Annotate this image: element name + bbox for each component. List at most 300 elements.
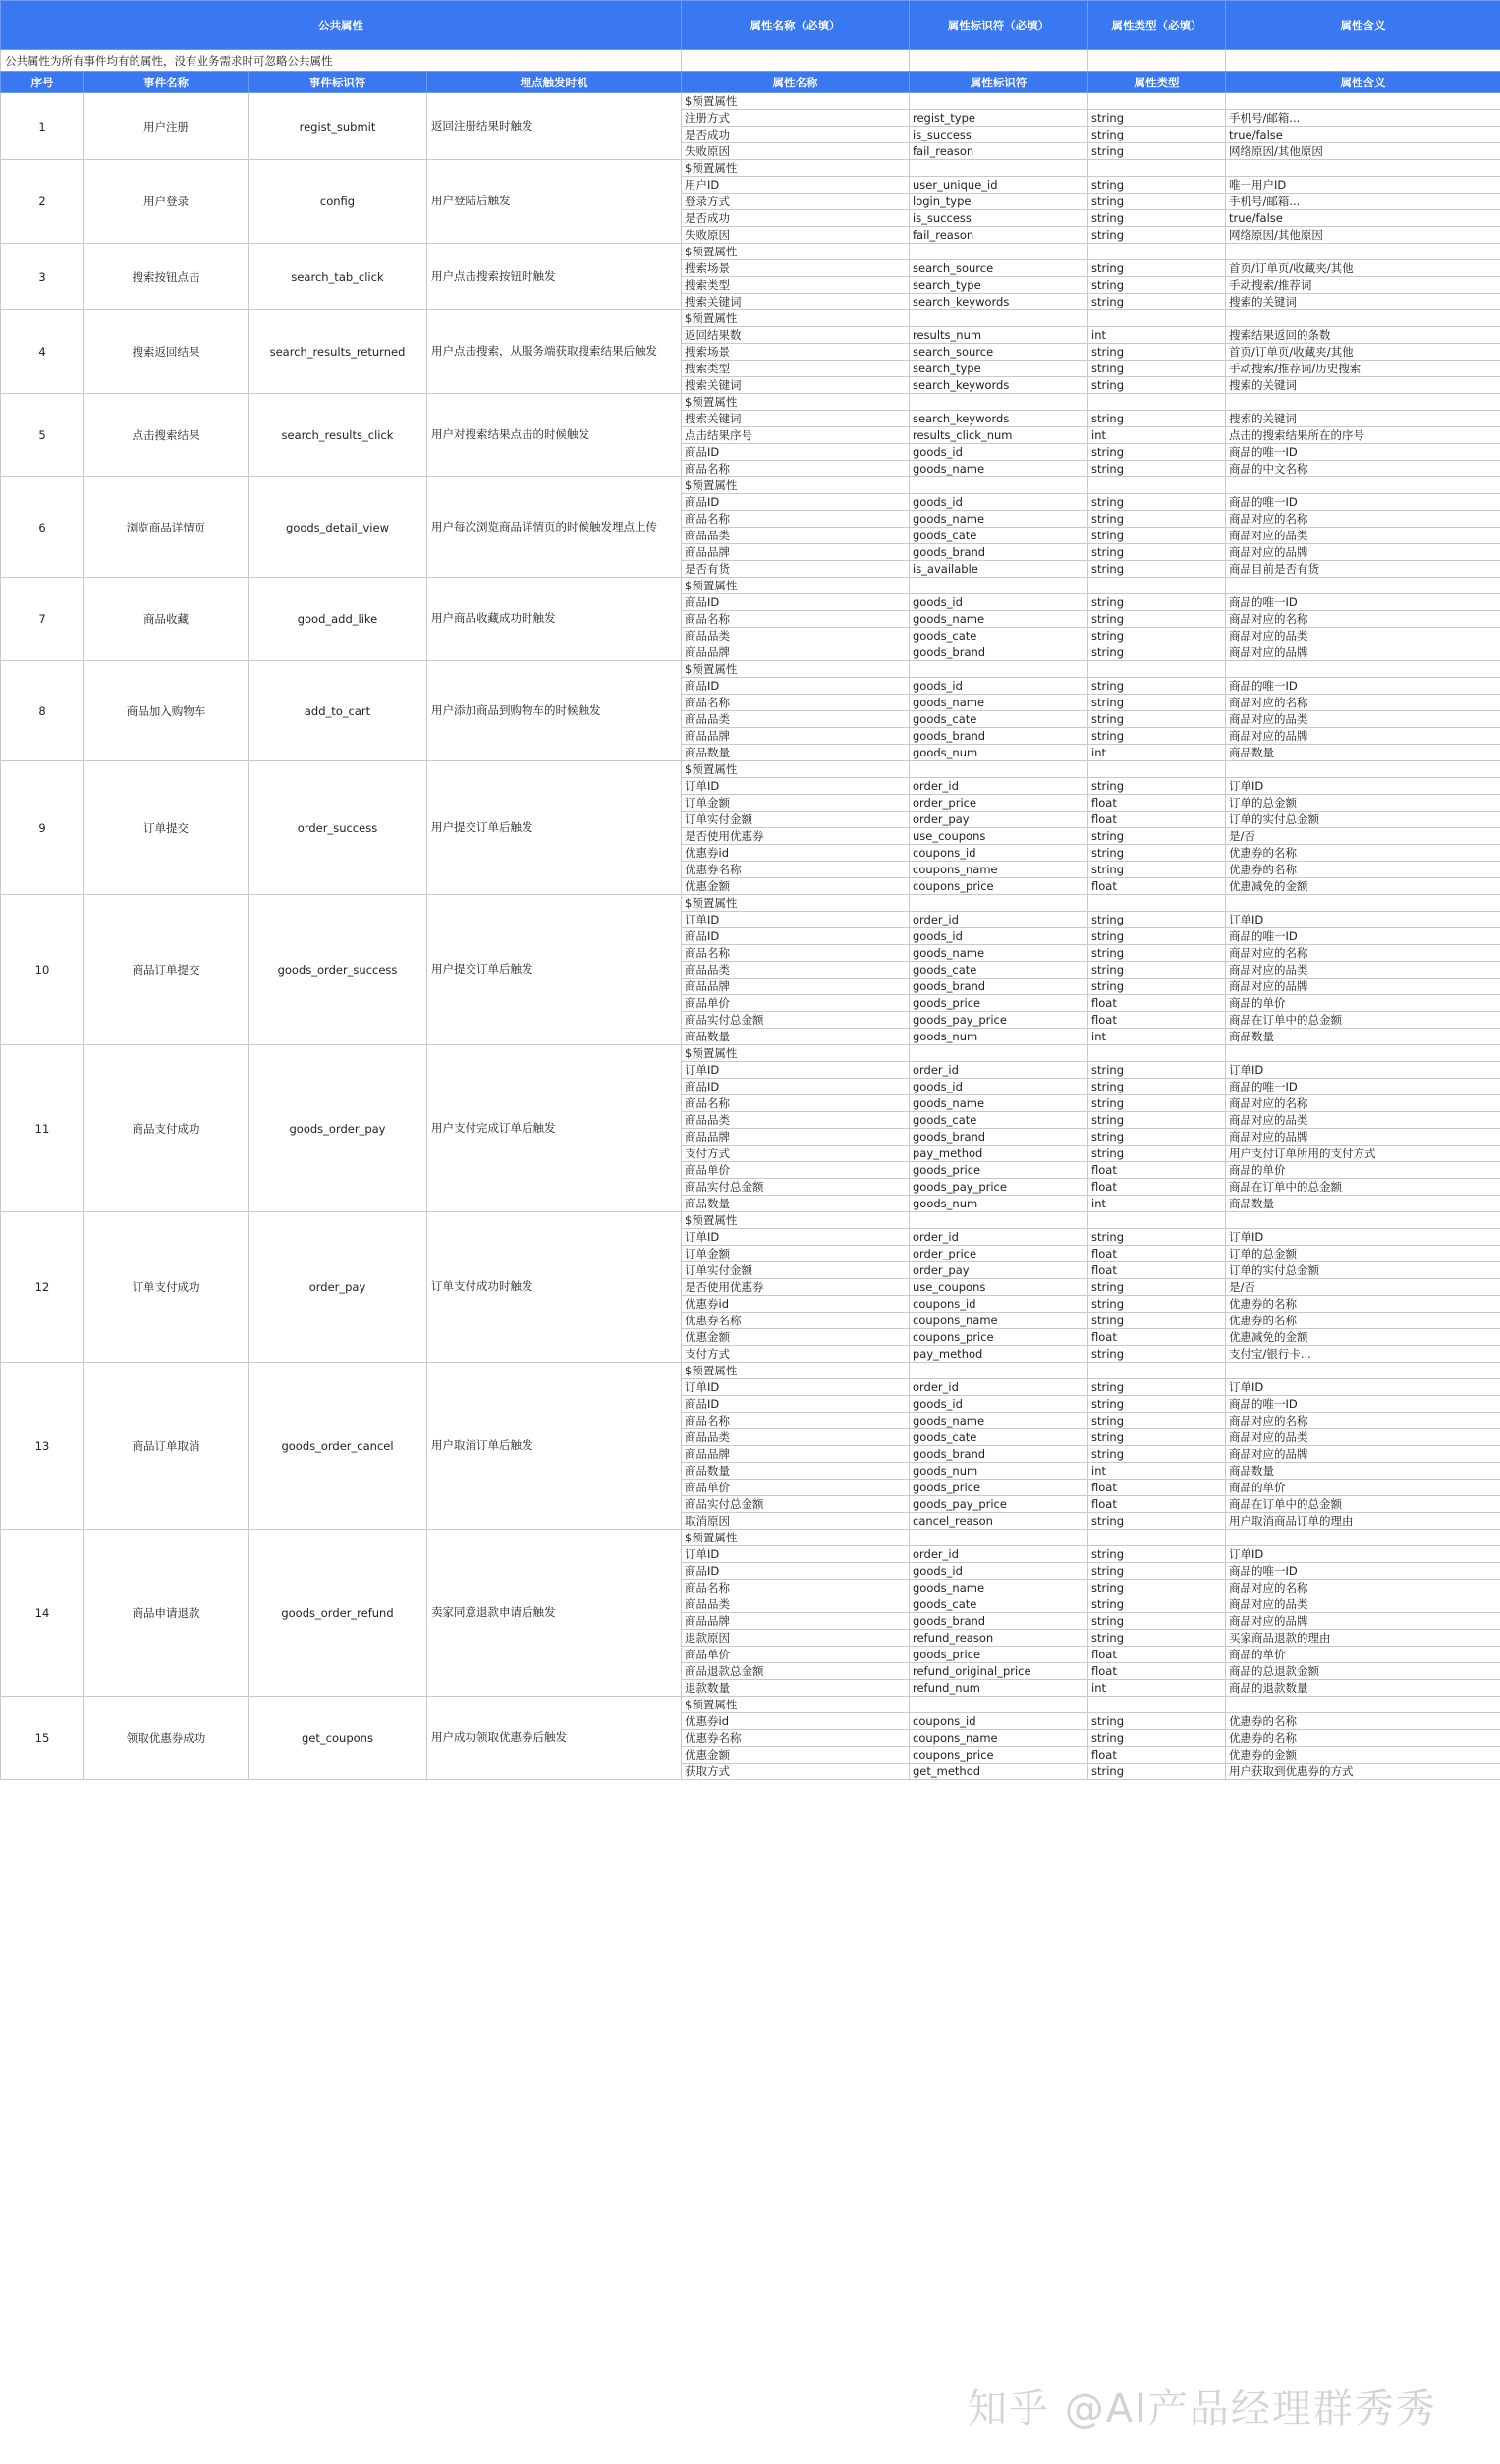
property-name: 商品品牌 <box>682 644 910 661</box>
property-type: string <box>1088 294 1226 310</box>
property-name: 优惠券id <box>682 845 910 862</box>
property-name: 商品品牌 <box>682 1446 910 1463</box>
property-identifier: is_available <box>910 561 1088 578</box>
property-row <box>1 761 1500 778</box>
property-identifier: coupons_price <box>910 1747 1088 1764</box>
event-number: 4 <box>1 310 84 394</box>
property-name: 商品退款总金额 <box>682 1663 910 1680</box>
event-trigger: 用户对搜索结果点击的时候触发 <box>427 394 682 477</box>
property-name: 搜索类型 <box>682 277 910 294</box>
property-type: string <box>1088 1446 1226 1463</box>
property-type: string <box>1088 1429 1226 1446</box>
event-number: 11 <box>1 1045 84 1212</box>
property-row <box>1 93 1500 110</box>
property-identifier: refund_num <box>910 1680 1088 1697</box>
property-meaning: 商品的单价 <box>1226 995 1500 1012</box>
property-meaning: 商品对应的品牌 <box>1226 979 1500 995</box>
property-meaning <box>1226 1697 1500 1713</box>
property-meaning: true/false <box>1226 210 1500 227</box>
property-identifier: goods_cate <box>910 962 1088 979</box>
property-identifier: use_coupons <box>910 828 1088 845</box>
property-type: string <box>1088 1079 1226 1095</box>
property-identifier: goods_name <box>910 695 1088 711</box>
property-type: string <box>1088 945 1226 962</box>
property-meaning <box>1226 310 1500 327</box>
property-name: $预置属性 <box>682 1697 910 1713</box>
property-name: 商品品类 <box>682 1596 910 1613</box>
property-name: 用户ID <box>682 177 910 194</box>
property-name: 订单ID <box>682 1379 910 1396</box>
property-meaning: 商品对应的品类 <box>1226 628 1500 644</box>
property-meaning: 商品对应的品牌 <box>1226 1613 1500 1630</box>
event-name: 商品支付成功 <box>84 1045 249 1212</box>
property-meaning: 商品对应的品类 <box>1226 1596 1500 1613</box>
property-name: 商品ID <box>682 444 910 461</box>
property-name: 获取方式 <box>682 1764 910 1780</box>
event-number: 2 <box>1 160 84 244</box>
property-name: 退款原因 <box>682 1630 910 1647</box>
property-meaning: 订单ID <box>1226 1229 1500 1246</box>
property-name: 商品ID <box>682 1079 910 1095</box>
property-identifier: goods_price <box>910 1480 1088 1496</box>
property-type: string <box>1088 728 1226 745</box>
event-trigger: 用户添加商品到购物车的时候触发 <box>427 661 682 761</box>
property-row <box>1 661 1500 678</box>
property-type: string <box>1088 1229 1226 1246</box>
property-type: int <box>1088 1196 1226 1212</box>
property-type <box>1088 1045 1226 1062</box>
property-identifier: order_id <box>910 1229 1088 1246</box>
property-name: 商品名称 <box>682 511 910 528</box>
property-name: 订单实付金额 <box>682 812 910 828</box>
property-meaning: 是/否 <box>1226 828 1500 845</box>
property-type <box>1088 160 1226 177</box>
property-identifier: goods_name <box>910 1413 1088 1429</box>
property-type: string <box>1088 210 1226 227</box>
property-type: string <box>1088 361 1226 377</box>
event-trigger: 用户取消订单后触发 <box>427 1363 682 1530</box>
property-type: string <box>1088 928 1226 945</box>
property-type: string <box>1088 110 1226 127</box>
property-identifier: search_source <box>910 260 1088 277</box>
property-type <box>1088 1530 1226 1546</box>
property-type: string <box>1088 1596 1226 1613</box>
property-identifier: coupons_id <box>910 1713 1088 1730</box>
property-identifier: order_pay <box>910 1262 1088 1279</box>
event-number: 6 <box>1 477 84 578</box>
property-identifier: order_id <box>910 1062 1088 1079</box>
property-meaning: 订单ID <box>1226 1379 1500 1396</box>
property-type <box>1088 93 1226 110</box>
property-identifier: order_id <box>910 778 1088 795</box>
property-identifier: goods_num <box>910 1196 1088 1212</box>
property-type <box>1088 661 1226 678</box>
property-identifier: goods_brand <box>910 1129 1088 1146</box>
property-name: 商品名称 <box>682 1413 910 1429</box>
property-identifier: order_id <box>910 1379 1088 1396</box>
property-name: 登录方式 <box>682 194 910 210</box>
property-name: $预置属性 <box>682 160 910 177</box>
event-identifier: search_results_click <box>249 394 427 477</box>
property-type: string <box>1088 1396 1226 1413</box>
property-type: float <box>1088 1179 1226 1196</box>
property-meaning: 手机号/邮箱... <box>1226 110 1500 127</box>
property-type: int <box>1088 1680 1226 1697</box>
property-identifier <box>910 661 1088 678</box>
property-name: 订单ID <box>682 1062 910 1079</box>
property-identifier: results_click_num <box>910 427 1088 444</box>
property-name: 商品品类 <box>682 711 910 728</box>
property-meaning <box>1226 160 1500 177</box>
property-name: 商品品类 <box>682 528 910 544</box>
property-type: string <box>1088 678 1226 695</box>
property-name: 商品名称 <box>682 461 910 477</box>
property-type: string <box>1088 528 1226 544</box>
event-identifier: get_coupons <box>249 1697 427 1780</box>
property-identifier: coupons_id <box>910 845 1088 862</box>
property-name: 商品品牌 <box>682 979 910 995</box>
property-meaning <box>1226 1212 1500 1229</box>
property-identifier: regist_type <box>910 110 1088 127</box>
property-meaning: 商品的唯一ID <box>1226 444 1500 461</box>
property-identifier: coupons_name <box>910 862 1088 878</box>
event-identifier: config <box>249 160 427 244</box>
property-name: 返回结果数 <box>682 327 910 344</box>
property-name: 支付方式 <box>682 1146 910 1162</box>
property-name: 优惠金额 <box>682 1747 910 1764</box>
property-type: string <box>1088 1546 1226 1563</box>
property-name: 点击结果序号 <box>682 427 910 444</box>
property-name: 商品名称 <box>682 1580 910 1596</box>
property-name: 优惠金额 <box>682 878 910 895</box>
property-identifier: is_success <box>910 210 1088 227</box>
property-meaning: 搜索的关键词 <box>1226 294 1500 310</box>
property-name: 订单ID <box>682 1229 910 1246</box>
property-meaning: 手机号/邮箱... <box>1226 194 1500 210</box>
property-type: float <box>1088 1663 1226 1680</box>
property-identifier: goods_id <box>910 494 1088 511</box>
property-identifier <box>910 394 1088 411</box>
property-identifier: refund_reason <box>910 1630 1088 1647</box>
property-identifier: pay_method <box>910 1346 1088 1363</box>
property-type: float <box>1088 1329 1226 1346</box>
property-type <box>1088 895 1226 912</box>
property-meaning: 商品数量 <box>1226 1029 1500 1045</box>
property-row <box>1 244 1500 260</box>
property-identifier: login_type <box>910 194 1088 210</box>
property-identifier: cancel_reason <box>910 1513 1088 1530</box>
property-meaning: 买家商品退款的理由 <box>1226 1630 1500 1647</box>
property-meaning: 优惠减免的金额 <box>1226 1329 1500 1346</box>
property-meaning: 搜索的关键词 <box>1226 377 1500 394</box>
public-attributes-note: 公共属性为所有事件均有的属性，没有业务需求时可忽略公共属性 <box>1 50 682 72</box>
property-name: 取消原因 <box>682 1513 910 1530</box>
col-trigger: 埋点触发时机 <box>427 72 682 93</box>
property-name: 商品ID <box>682 1396 910 1413</box>
property-type: float <box>1088 1262 1226 1279</box>
property-type: string <box>1088 1413 1226 1429</box>
public-attributes-title: 公共属性 <box>1 1 682 50</box>
property-meaning: 商品的唯一ID <box>1226 1563 1500 1580</box>
event-identifier: search_tab_click <box>249 244 427 310</box>
property-meaning: true/false <box>1226 127 1500 143</box>
col-event-id: 事件标识符 <box>249 72 427 93</box>
property-meaning: 商品在订单中的总金额 <box>1226 1496 1500 1513</box>
property-type: string <box>1088 979 1226 995</box>
property-identifier: goods_id <box>910 928 1088 945</box>
property-meaning: 手动搜索/推荐词 <box>1226 277 1500 294</box>
property-name: 搜索关键词 <box>682 411 910 427</box>
property-meaning <box>1226 895 1500 912</box>
property-identifier: goods_num <box>910 745 1088 761</box>
property-meaning: 商品对应的品类 <box>1226 528 1500 544</box>
col-prop-name: 属性名称 <box>682 72 910 93</box>
property-type: string <box>1088 1112 1226 1129</box>
property-identifier: search_source <box>910 344 1088 361</box>
property-name: 商品ID <box>682 1563 910 1580</box>
property-meaning <box>1226 244 1500 260</box>
property-name: 商品实付总金额 <box>682 1179 910 1196</box>
property-name: 优惠券id <box>682 1713 910 1730</box>
property-identifier: use_coupons <box>910 1279 1088 1296</box>
event-trigger: 用户商品收藏成功时触发 <box>427 578 682 661</box>
property-type <box>1088 1697 1226 1713</box>
property-type: string <box>1088 628 1226 644</box>
property-name: 订单ID <box>682 1546 910 1563</box>
property-meaning: 订单的总金额 <box>1226 795 1500 812</box>
property-identifier: goods_id <box>910 1563 1088 1580</box>
property-type: float <box>1088 812 1226 828</box>
property-identifier <box>910 1530 1088 1546</box>
property-type: string <box>1088 711 1226 728</box>
property-meaning: 商品在订单中的总金额 <box>1226 1179 1500 1196</box>
property-identifier <box>910 895 1088 912</box>
property-name: 商品实付总金额 <box>682 1496 910 1513</box>
property-type: string <box>1088 494 1226 511</box>
property-name: $预置属性 <box>682 477 910 494</box>
property-name: 商品单价 <box>682 1647 910 1663</box>
property-meaning: 商品的退款数量 <box>1226 1680 1500 1697</box>
property-name: 是否成功 <box>682 127 910 143</box>
property-meaning: 商品对应的名称 <box>1226 1413 1500 1429</box>
property-identifier: goods_id <box>910 678 1088 695</box>
property-identifier <box>910 477 1088 494</box>
property-meaning: 用户获取到优惠券的方式 <box>1226 1764 1500 1780</box>
property-type: string <box>1088 1279 1226 1296</box>
property-name: 是否成功 <box>682 210 910 227</box>
event-identifier: order_pay <box>249 1212 427 1363</box>
property-identifier <box>910 1697 1088 1713</box>
event-identifier: goods_order_pay <box>249 1045 427 1212</box>
event-name: 领取优惠券成功 <box>84 1697 249 1780</box>
property-identifier: coupons_price <box>910 878 1088 895</box>
property-identifier: results_num <box>910 327 1088 344</box>
property-meaning: 商品的唯一ID <box>1226 678 1500 695</box>
property-meaning: 订单ID <box>1226 1546 1500 1563</box>
property-identifier: goods_brand <box>910 1446 1088 1463</box>
property-name: 商品ID <box>682 594 910 611</box>
property-name: 搜索场景 <box>682 344 910 361</box>
property-meaning: 优惠减免的金额 <box>1226 878 1500 895</box>
property-name: 是否使用优惠券 <box>682 828 910 845</box>
property-meaning: 商品在订单中的总金额 <box>1226 1012 1500 1029</box>
event-trigger: 用户提交订单后触发 <box>427 761 682 895</box>
property-type: string <box>1088 862 1226 878</box>
event-number: 5 <box>1 394 84 477</box>
property-row <box>1 1363 1500 1379</box>
property-meaning: 订单ID <box>1226 1062 1500 1079</box>
property-identifier: goods_brand <box>910 644 1088 661</box>
property-identifier: goods_cate <box>910 1112 1088 1129</box>
property-meaning: 订单的总金额 <box>1226 1246 1500 1262</box>
property-meaning: 商品的单价 <box>1226 1162 1500 1179</box>
public-col-id: 属性标识符（必填） <box>910 1 1088 50</box>
property-name: $预置属性 <box>682 578 910 594</box>
property-name: $预置属性 <box>682 244 910 260</box>
property-row <box>1 1697 1500 1713</box>
event-trigger: 用户点击搜索按钮时触发 <box>427 244 682 310</box>
property-identifier <box>910 578 1088 594</box>
property-meaning <box>1226 761 1500 778</box>
property-name: 商品品类 <box>682 1429 910 1446</box>
property-name: $预置属性 <box>682 1530 910 1546</box>
property-meaning <box>1226 1363 1500 1379</box>
property-identifier: goods_num <box>910 1029 1088 1045</box>
event-trigger: 用户登陆后触发 <box>427 160 682 244</box>
property-meaning: 商品目前是否有货 <box>1226 561 1500 578</box>
property-type: string <box>1088 1713 1226 1730</box>
property-type: string <box>1088 377 1226 394</box>
property-type: string <box>1088 695 1226 711</box>
property-name: 商品实付总金额 <box>682 1012 910 1029</box>
property-name: 商品名称 <box>682 1095 910 1112</box>
property-meaning: 首页/订单页/收藏夹/其他 <box>1226 344 1500 361</box>
property-identifier: goods_id <box>910 594 1088 611</box>
property-meaning: 订单ID <box>1226 912 1500 928</box>
property-identifier: order_id <box>910 1546 1088 1563</box>
event-name: 商品加入购物车 <box>84 661 249 761</box>
property-meaning: 点击的搜索结果所在的序号 <box>1226 427 1500 444</box>
property-name: $预置属性 <box>682 310 910 327</box>
property-name: 订单ID <box>682 778 910 795</box>
property-type: string <box>1088 143 1226 160</box>
property-meaning: 网络原因/其他原因 <box>1226 227 1500 244</box>
public-col-meaning: 属性含义 <box>1226 1 1500 50</box>
property-identifier <box>910 1045 1088 1062</box>
property-identifier <box>910 160 1088 177</box>
property-meaning: 优惠券的名称 <box>1226 862 1500 878</box>
property-type: string <box>1088 1580 1226 1596</box>
property-meaning: 商品对应的名称 <box>1226 1580 1500 1596</box>
property-name: 搜索关键词 <box>682 377 910 394</box>
col-prop-type: 属性类型 <box>1088 72 1226 93</box>
property-meaning: 商品对应的名称 <box>1226 945 1500 962</box>
property-type: string <box>1088 344 1226 361</box>
property-identifier: coupons_price <box>910 1329 1088 1346</box>
property-identifier <box>910 1363 1088 1379</box>
property-name: $预置属性 <box>682 661 910 678</box>
property-type: string <box>1088 1630 1226 1647</box>
property-identifier: goods_name <box>910 1095 1088 1112</box>
public-attributes-table <box>0 0 1500 72</box>
property-identifier: goods_cate <box>910 711 1088 728</box>
event-trigger: 用户点击搜索，从服务端获取搜索结果后触发 <box>427 310 682 394</box>
property-type: string <box>1088 177 1226 194</box>
property-name: $预置属性 <box>682 895 910 912</box>
event-identifier: goods_order_refund <box>249 1530 427 1697</box>
property-name: 订单实付金额 <box>682 1262 910 1279</box>
property-identifier: search_keywords <box>910 377 1088 394</box>
property-identifier <box>910 761 1088 778</box>
property-type: string <box>1088 912 1226 928</box>
property-meaning <box>1226 578 1500 594</box>
property-meaning: 唯一用户ID <box>1226 177 1500 194</box>
event-name: 用户登录 <box>84 160 249 244</box>
property-type: string <box>1088 1146 1226 1162</box>
property-type: string <box>1088 778 1226 795</box>
property-type <box>1088 394 1226 411</box>
property-identifier: pay_method <box>910 1146 1088 1162</box>
property-type: string <box>1088 544 1226 561</box>
property-meaning: 商品对应的品牌 <box>1226 544 1500 561</box>
event-number: 13 <box>1 1363 84 1530</box>
property-meaning: 商品数量 <box>1226 745 1500 761</box>
property-name: 是否有货 <box>682 561 910 578</box>
property-identifier: goods_cate <box>910 1429 1088 1446</box>
property-identifier: goods_id <box>910 1079 1088 1095</box>
property-meaning: 订单的实付总金额 <box>1226 812 1500 828</box>
property-meaning: 优惠券的名称 <box>1226 1730 1500 1747</box>
event-trigger: 用户提交订单后触发 <box>427 895 682 1045</box>
event-name: 商品订单提交 <box>84 895 249 1045</box>
property-type: float <box>1088 878 1226 895</box>
property-type: int <box>1088 745 1226 761</box>
property-name: $预置属性 <box>682 1045 910 1062</box>
property-name: 商品ID <box>682 928 910 945</box>
property-name: 优惠券名称 <box>682 862 910 878</box>
property-type: string <box>1088 227 1226 244</box>
property-meaning: 商品对应的品牌 <box>1226 1129 1500 1146</box>
property-identifier: goods_price <box>910 995 1088 1012</box>
property-meaning: 首页/订单页/收藏夹/其他 <box>1226 260 1500 277</box>
property-meaning: 商品对应的品类 <box>1226 711 1500 728</box>
property-name: 商品名称 <box>682 945 910 962</box>
property-type <box>1088 761 1226 778</box>
property-meaning: 商品对应的名称 <box>1226 695 1500 711</box>
property-meaning: 订单的实付总金额 <box>1226 1262 1500 1279</box>
property-type <box>1088 477 1226 494</box>
property-meaning: 优惠券的金额 <box>1226 1747 1500 1764</box>
property-meaning: 用户支付订单所用的支付方式 <box>1226 1146 1500 1162</box>
property-identifier <box>910 93 1088 110</box>
event-name: 商品订单取消 <box>84 1363 249 1530</box>
event-table-header <box>1 72 1500 93</box>
property-type: int <box>1088 427 1226 444</box>
event-identifier: goods_detail_view <box>249 477 427 578</box>
property-type: string <box>1088 1129 1226 1146</box>
property-name: 优惠券名称 <box>682 1730 910 1747</box>
event-identifier: search_results_returned <box>249 310 427 394</box>
property-name: $预置属性 <box>682 1212 910 1229</box>
property-type: string <box>1088 1313 1226 1329</box>
event-name: 商品收藏 <box>84 578 249 661</box>
property-name: $预置属性 <box>682 394 910 411</box>
property-meaning: 商品对应的品牌 <box>1226 644 1500 661</box>
property-type: float <box>1088 1012 1226 1029</box>
property-identifier: goods_name <box>910 511 1088 528</box>
property-type: string <box>1088 611 1226 628</box>
event-number: 3 <box>1 244 84 310</box>
